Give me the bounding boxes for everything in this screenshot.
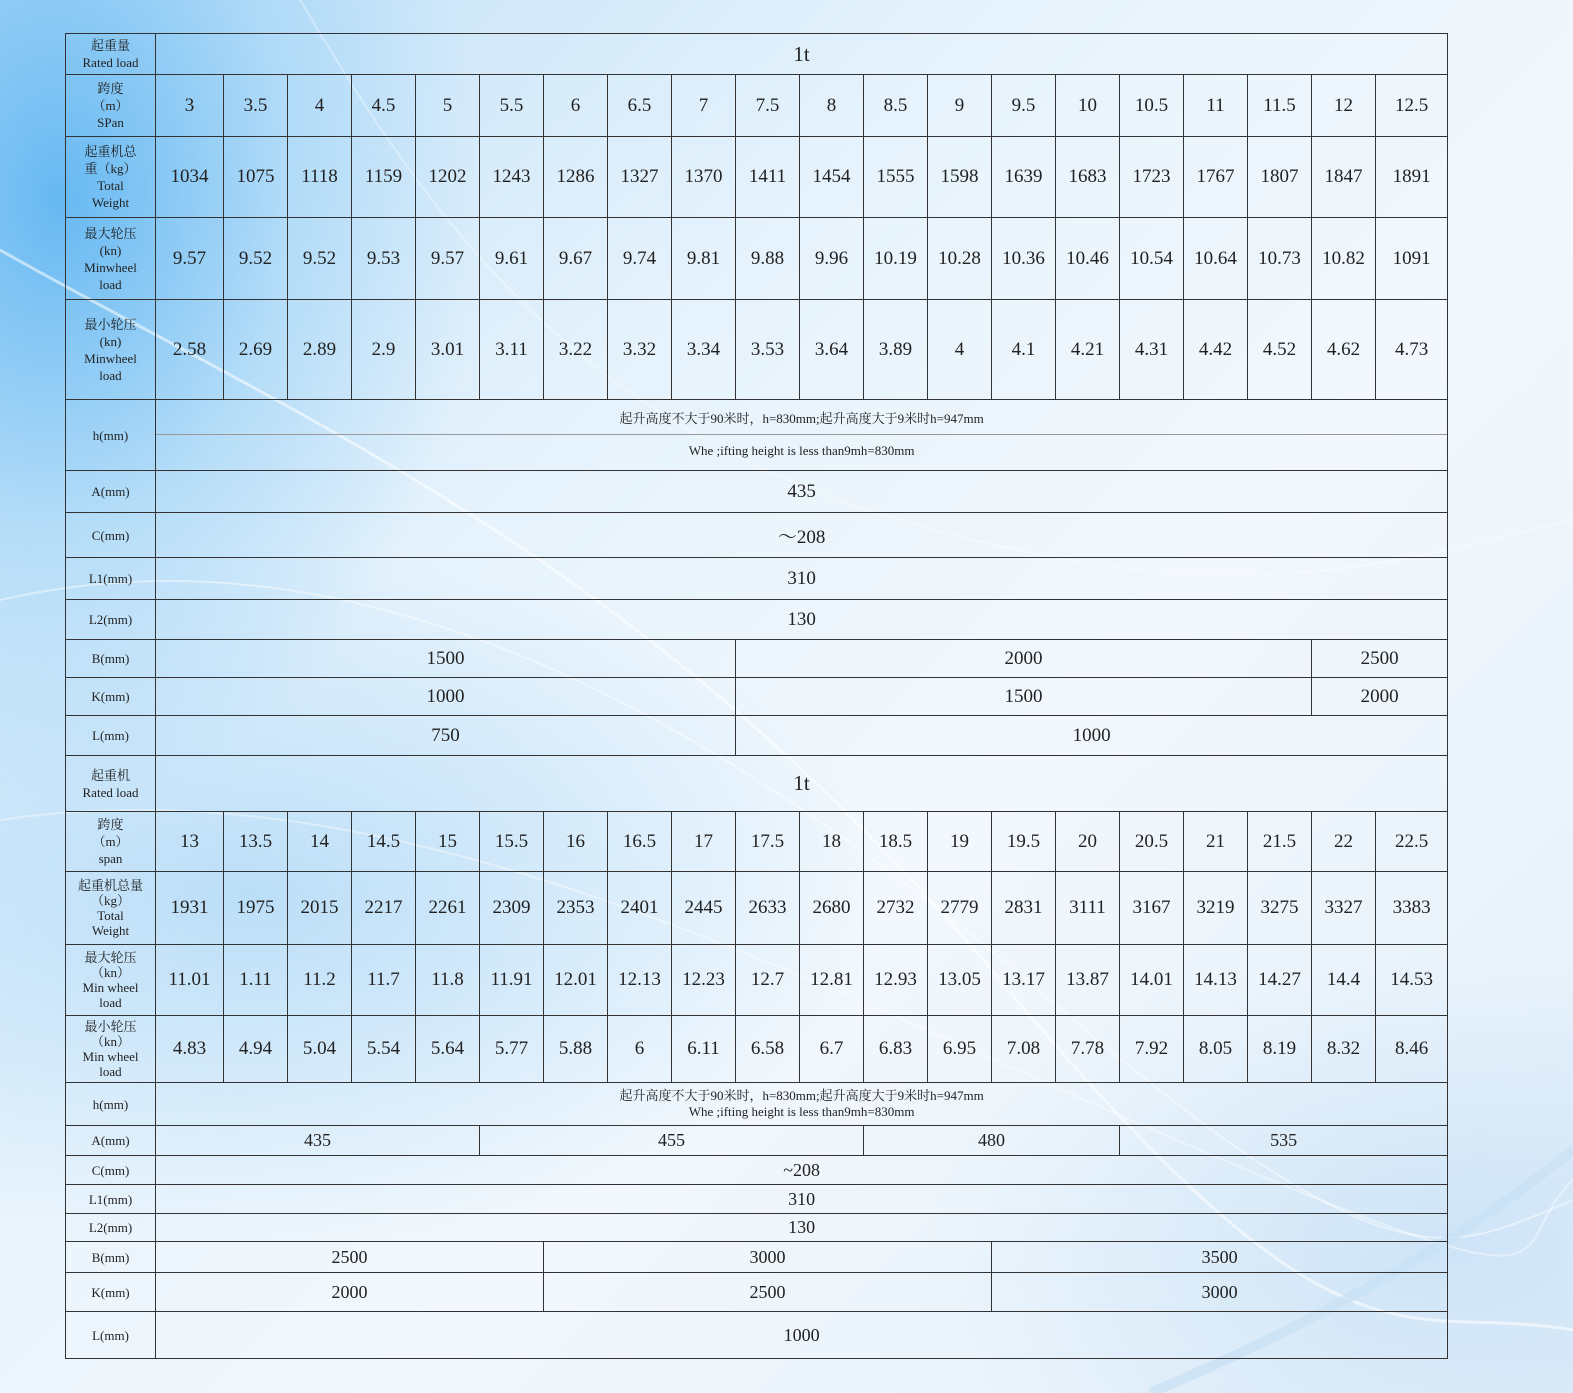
row-header: 最小轮压 （kn） Min wheel load [66, 1016, 156, 1083]
rated-load-row [66, 34, 1448, 75]
row-header: B(mm) [66, 640, 156, 678]
b-value: 3000 [544, 1242, 992, 1273]
b-value: 1500 [156, 640, 736, 678]
value-cell: 8.05 [1184, 1016, 1248, 1083]
value-cell: 3.89 [864, 300, 928, 400]
row-header: C(mm) [66, 1156, 156, 1185]
l-value: 1000 [736, 716, 1448, 756]
value-cell: 4.83 [156, 1016, 224, 1083]
value-cell: 5.88 [544, 1016, 608, 1083]
value-cell: 1555 [864, 137, 928, 218]
min-wheel-load-row-2 [66, 1016, 1448, 1083]
b-value: 3500 [992, 1242, 1448, 1273]
a-row-2 [66, 1126, 1448, 1156]
value-cell: 11.8 [416, 945, 480, 1016]
value-cell: 3167 [1120, 872, 1184, 945]
value-cell: 9.57 [156, 218, 224, 300]
value-cell: 13 [156, 812, 224, 872]
value-cell: 1075 [224, 137, 288, 218]
h-row-2 [66, 1083, 1448, 1126]
value-cell: 3275 [1248, 872, 1312, 945]
value-cell: 1202 [416, 137, 480, 218]
value-cell: 1.11 [224, 945, 288, 1016]
value-cell: 6 [608, 1016, 672, 1083]
value-cell: 21 [1184, 812, 1248, 872]
value-cell: 14.53 [1376, 945, 1448, 1016]
l1-value: 310 [156, 558, 1448, 600]
value-cell: 5.04 [288, 1016, 352, 1083]
value-cell: 2309 [480, 872, 544, 945]
value-cell: 4 [288, 75, 352, 137]
a-value: 480 [864, 1126, 1120, 1156]
value-cell: 10.46 [1056, 218, 1120, 300]
value-cell: 10 [1056, 75, 1120, 137]
k-value: 2000 [1312, 678, 1448, 716]
value-cell: 1411 [736, 137, 800, 218]
value-cell: 2.89 [288, 300, 352, 400]
b-value: 2500 [156, 1242, 544, 1273]
value-cell: 10.64 [1184, 218, 1248, 300]
l-value: 1000 [156, 1312, 1448, 1359]
total-weight-row [66, 137, 1448, 218]
value-cell: 3.32 [608, 300, 672, 400]
value-cell: 4.21 [1056, 300, 1120, 400]
value-cell: 9.52 [288, 218, 352, 300]
value-cell: 3111 [1056, 872, 1120, 945]
row-header: K(mm) [66, 1273, 156, 1312]
value-cell: 12.81 [800, 945, 864, 1016]
value-cell: 18.5 [864, 812, 928, 872]
row-header: L(mm) [66, 1312, 156, 1359]
value-cell: 10.54 [1120, 218, 1184, 300]
value-cell: 1243 [480, 137, 544, 218]
value-cell: 11.2 [288, 945, 352, 1016]
h-note [156, 1083, 1448, 1126]
value-cell: 3219 [1184, 872, 1248, 945]
value-cell: 8 [800, 75, 864, 137]
value-cell: 3.53 [736, 300, 800, 400]
value-cell: 12.5 [1376, 75, 1448, 137]
value-cell: 2831 [992, 872, 1056, 945]
h-note-en: Whe ;ifting height is less than9mh=830mm [688, 443, 915, 458]
value-cell: 12.23 [672, 945, 736, 1016]
max-wheel-load-row [66, 218, 1448, 300]
value-cell: 11.91 [480, 945, 544, 1016]
value-cell: 2680 [800, 872, 864, 945]
value-cell: 1975 [224, 872, 288, 945]
k-value: 3000 [992, 1273, 1448, 1312]
b-row-2 [66, 1242, 1448, 1273]
value-cell: 6.7 [800, 1016, 864, 1083]
h-note-cn: 起升高度不大于90米时，h=830mm;起升高度大于9米时h=947mm [156, 411, 1447, 435]
row-header: B(mm) [66, 1242, 156, 1273]
value-cell: 16.5 [608, 812, 672, 872]
row-header: K(mm) [66, 678, 156, 716]
row-header: 跨度 （m） SPan [66, 75, 156, 137]
row-header: 起重量 Rated load [66, 34, 156, 75]
k-value: 1500 [736, 678, 1312, 716]
value-cell: 15.5 [480, 812, 544, 872]
value-cell: 15 [416, 812, 480, 872]
value-cell: 6.95 [928, 1016, 992, 1083]
k-value: 2000 [156, 1273, 544, 1312]
b-value: 2500 [1312, 640, 1448, 678]
max-wheel-load-row-2 [66, 945, 1448, 1016]
value-cell: 4.5 [352, 75, 416, 137]
value-cell: 10.36 [992, 218, 1056, 300]
row-header: 跨度 （m） span [66, 812, 156, 872]
value-cell: 1767 [1184, 137, 1248, 218]
l2-row-2 [66, 1214, 1448, 1242]
value-cell: 6.83 [864, 1016, 928, 1083]
value-cell: 20.5 [1120, 812, 1184, 872]
value-cell: 6.58 [736, 1016, 800, 1083]
value-cell: 10.28 [928, 218, 992, 300]
k-row [66, 678, 1448, 716]
value-cell: 8.19 [1248, 1016, 1312, 1083]
value-cell: 13.5 [224, 812, 288, 872]
value-cell: 17 [672, 812, 736, 872]
value-cell: 7.92 [1120, 1016, 1184, 1083]
l-value: 750 [156, 716, 736, 756]
h-row [66, 400, 1448, 471]
b-row [66, 640, 1448, 678]
h-note-cn: 起升高度不大于90米时，h=830mm;起升高度大于9米时h=947mm [619, 1088, 984, 1103]
value-cell: 1807 [1248, 137, 1312, 218]
value-cell: 12.93 [864, 945, 928, 1016]
h-note-en: Whe ;ifting height is less than9mh=830mm [688, 1104, 915, 1119]
k-value: 1000 [156, 678, 736, 716]
value-cell: 9.81 [672, 218, 736, 300]
value-cell: 8.46 [1376, 1016, 1448, 1083]
a-value: 435 [156, 471, 1448, 513]
value-cell: 9.5 [992, 75, 1056, 137]
value-cell: 4.1 [992, 300, 1056, 400]
value-cell: 4 [928, 300, 992, 400]
row-header: 起重机 Rated load [66, 756, 156, 812]
value-cell: 2.9 [352, 300, 416, 400]
value-cell: 2633 [736, 872, 800, 945]
a-value: 535 [1120, 1126, 1448, 1156]
value-cell: 4.42 [1184, 300, 1248, 400]
a-row [66, 471, 1448, 513]
rated-load-value: 1t [156, 756, 1448, 812]
value-cell: 7.08 [992, 1016, 1056, 1083]
value-cell: 1118 [288, 137, 352, 218]
value-cell: 3.01 [416, 300, 480, 400]
value-cell: 18 [800, 812, 864, 872]
value-cell: 5.5 [480, 75, 544, 137]
value-cell: 1091 [1376, 218, 1448, 300]
value-cell: 8.5 [864, 75, 928, 137]
value-cell: 2261 [416, 872, 480, 945]
value-cell: 22.5 [1376, 812, 1448, 872]
value-cell: 9.61 [480, 218, 544, 300]
value-cell: 14.01 [1120, 945, 1184, 1016]
value-cell: 3.11 [480, 300, 544, 400]
value-cell: 22 [1312, 812, 1376, 872]
c-row [66, 513, 1448, 558]
min-wheel-load-row [66, 300, 1448, 400]
value-cell: 6 [544, 75, 608, 137]
value-cell: 3.22 [544, 300, 608, 400]
value-cell: 9.67 [544, 218, 608, 300]
value-cell: 3.64 [800, 300, 864, 400]
l2-value: 130 [156, 600, 1448, 640]
row-header: h(mm) [66, 400, 156, 471]
row-header: C(mm) [66, 513, 156, 558]
row-header: 最大轮压 (kn) Minwheel load [66, 218, 156, 300]
c-value: ～208 [156, 513, 1448, 558]
l-row [66, 716, 1448, 756]
spec-table [65, 33, 1448, 1359]
value-cell: 20 [1056, 812, 1120, 872]
value-cell: 10.82 [1312, 218, 1376, 300]
value-cell: 5 [416, 75, 480, 137]
value-cell: 2217 [352, 872, 416, 945]
value-cell: 3 [156, 75, 224, 137]
value-cell: 12.7 [736, 945, 800, 1016]
l2-value: 130 [156, 1214, 1448, 1242]
b-value: 2000 [736, 640, 1312, 678]
span-row-2 [66, 812, 1448, 872]
value-cell: 1454 [800, 137, 864, 218]
value-cell: 11 [1184, 75, 1248, 137]
spec-sheet [65, 33, 1443, 1359]
value-cell: 2401 [608, 872, 672, 945]
value-cell: 1931 [156, 872, 224, 945]
value-cell: 11.7 [352, 945, 416, 1016]
rated-load-value: 1t [156, 34, 1448, 75]
value-cell: 9.74 [608, 218, 672, 300]
value-cell: 5.54 [352, 1016, 416, 1083]
value-cell: 2.58 [156, 300, 224, 400]
c-value: ~208 [156, 1156, 1448, 1185]
c-row-2 [66, 1156, 1448, 1185]
value-cell: 5.64 [416, 1016, 480, 1083]
row-header: h(mm) [66, 1083, 156, 1126]
value-cell: 10.73 [1248, 218, 1312, 300]
k-value: 2500 [544, 1273, 992, 1312]
value-cell: 12.01 [544, 945, 608, 1016]
row-header: 最大轮压 （kn） Min wheel load [66, 945, 156, 1016]
span-row [66, 75, 1448, 137]
value-cell: 10.5 [1120, 75, 1184, 137]
row-header: 最小轮压 (kn) Minwheel load [66, 300, 156, 400]
row-header: 起重机总量 （kg） Total Weight [66, 872, 156, 945]
row-header: L1(mm) [66, 558, 156, 600]
value-cell: 3.34 [672, 300, 736, 400]
value-cell: 12 [1312, 75, 1376, 137]
value-cell: 14.27 [1248, 945, 1312, 1016]
value-cell: 13.05 [928, 945, 992, 1016]
l1-row-2 [66, 1185, 1448, 1214]
value-cell: 9.96 [800, 218, 864, 300]
total-weight-row-2 [66, 872, 1448, 945]
value-cell: 1891 [1376, 137, 1448, 218]
row-header: L2(mm) [66, 600, 156, 640]
value-cell: 9.57 [416, 218, 480, 300]
row-header: A(mm) [66, 471, 156, 513]
row-header: A(mm) [66, 1126, 156, 1156]
value-cell: 2015 [288, 872, 352, 945]
value-cell: 9.88 [736, 218, 800, 300]
value-cell: 1847 [1312, 137, 1376, 218]
value-cell: 1034 [156, 137, 224, 218]
value-cell: 4.31 [1120, 300, 1184, 400]
value-cell: 4.94 [224, 1016, 288, 1083]
value-cell: 6.11 [672, 1016, 736, 1083]
value-cell: 2779 [928, 872, 992, 945]
value-cell: 1159 [352, 137, 416, 218]
value-cell: 6.5 [608, 75, 672, 137]
value-cell: 12.13 [608, 945, 672, 1016]
value-cell: 3.5 [224, 75, 288, 137]
value-cell: 4.62 [1312, 300, 1376, 400]
value-cell: 13.87 [1056, 945, 1120, 1016]
value-cell: 14.13 [1184, 945, 1248, 1016]
value-cell: 2445 [672, 872, 736, 945]
value-cell: 3327 [1312, 872, 1376, 945]
value-cell: 7 [672, 75, 736, 137]
l2-row [66, 600, 1448, 640]
value-cell: 9 [928, 75, 992, 137]
value-cell: 17.5 [736, 812, 800, 872]
rated-load-row-2 [66, 756, 1448, 812]
l-row-2 [66, 1312, 1448, 1359]
value-cell: 1598 [928, 137, 992, 218]
row-header: L1(mm) [66, 1185, 156, 1214]
value-cell: 1639 [992, 137, 1056, 218]
value-cell: 19 [928, 812, 992, 872]
a-value: 455 [480, 1126, 864, 1156]
value-cell: 1327 [608, 137, 672, 218]
a-value: 435 [156, 1126, 480, 1156]
value-cell: 11.01 [156, 945, 224, 1016]
value-cell: 5.77 [480, 1016, 544, 1083]
value-cell: 21.5 [1248, 812, 1312, 872]
value-cell: 7.5 [736, 75, 800, 137]
value-cell: 7.78 [1056, 1016, 1120, 1083]
row-header: L2(mm) [66, 1214, 156, 1242]
value-cell: 1723 [1120, 137, 1184, 218]
value-cell: 1370 [672, 137, 736, 218]
h-note [156, 400, 1448, 471]
k-row-2 [66, 1273, 1448, 1312]
value-cell: 16 [544, 812, 608, 872]
l1-value: 310 [156, 1185, 1448, 1214]
value-cell: 1286 [544, 137, 608, 218]
value-cell: 9.52 [224, 218, 288, 300]
value-cell: 4.73 [1376, 300, 1448, 400]
value-cell: 1683 [1056, 137, 1120, 218]
value-cell: 2.69 [224, 300, 288, 400]
value-cell: 4.52 [1248, 300, 1312, 400]
value-cell: 8.32 [1312, 1016, 1376, 1083]
l1-row [66, 558, 1448, 600]
value-cell: 14 [288, 812, 352, 872]
value-cell: 13.17 [992, 945, 1056, 1016]
value-cell: 3383 [1376, 872, 1448, 945]
value-cell: 10.19 [864, 218, 928, 300]
value-cell: 2353 [544, 872, 608, 945]
value-cell: 19.5 [992, 812, 1056, 872]
value-cell: 9.53 [352, 218, 416, 300]
row-header: L(mm) [66, 716, 156, 756]
value-cell: 14.4 [1312, 945, 1376, 1016]
value-cell: 2732 [864, 872, 928, 945]
row-header: 起重机总 重（kg） Total Weight [66, 137, 156, 218]
value-cell: 11.5 [1248, 75, 1312, 137]
value-cell: 14.5 [352, 812, 416, 872]
